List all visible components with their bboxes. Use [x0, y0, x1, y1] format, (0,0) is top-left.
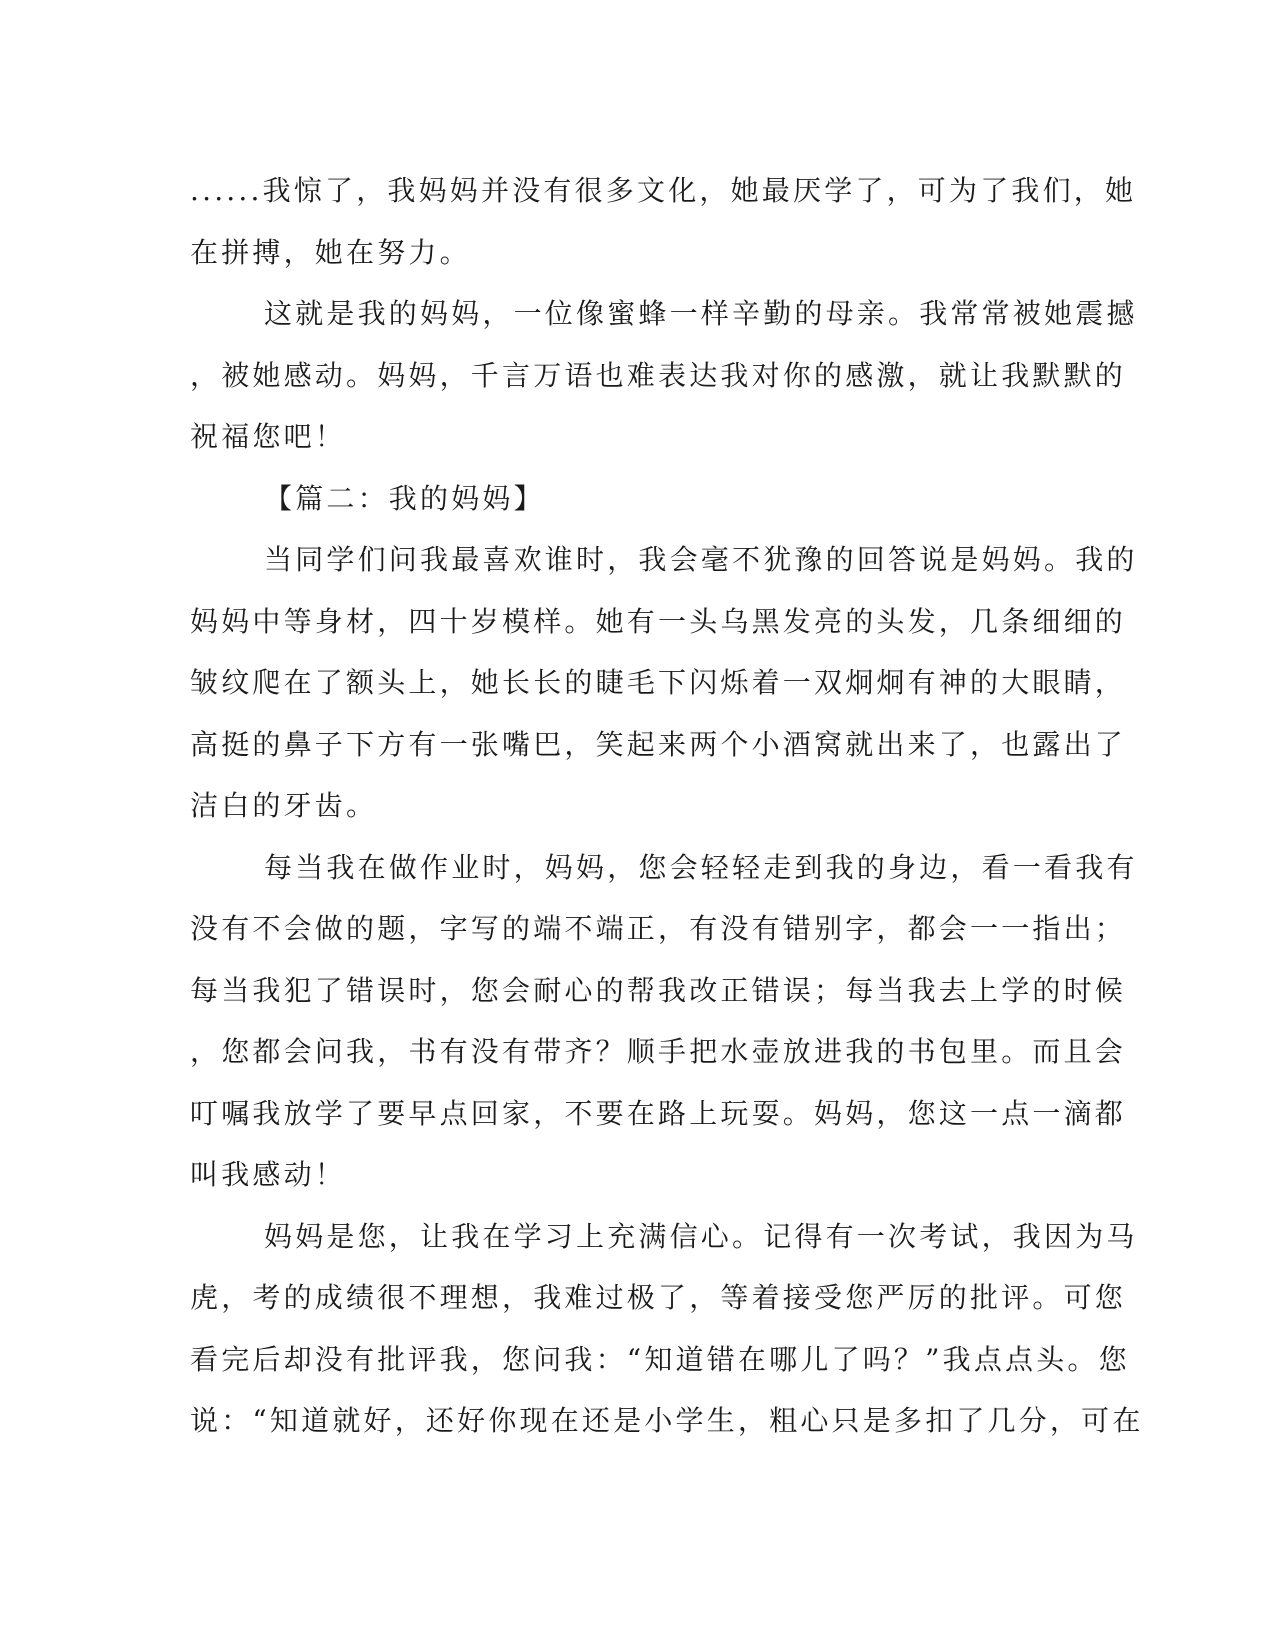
text-line: 这就是我的妈妈，一位像蜜蜂一样辛勤的母亲。我常常被她震撼 — [264, 297, 1138, 330]
paragraph-1 — [190, 160, 1137, 283]
text-line: 妈妈是您，让我在学习上充满信心。记得有一次考试，我因为马 — [264, 1219, 1138, 1253]
text-line: 叫我感动！ — [190, 1158, 347, 1191]
text-line: ......我惊了，我妈妈并没有很多文化，她最厌学了，可为了我们，她 — [190, 174, 1137, 207]
paragraph-5 — [190, 1206, 1144, 1452]
text-line: 叮嘱我放学了要早点回家，不要在路上玩耍。妈妈，您这一点一滴都 — [190, 1096, 1127, 1130]
text-line: 高挺的鼻子下方有一张嘴巴，笑起来两个小酒窝就出来了，也露出了 — [190, 727, 1127, 761]
text-line: ，被她感动。妈妈，千言万语也难表达我对你的感激，就让我默默的 — [190, 358, 1127, 392]
text-line: 没有不会做的题，字写的端不端正，有没有错别字，都会一一指出； — [190, 912, 1127, 945]
text-line: 每当我在做作业时，妈妈，您会轻轻走到我的身边，看一看我有 — [264, 850, 1138, 884]
paragraph-3 — [190, 529, 1138, 837]
text-line: 看完后却没有批评我，您问我：“知道错在哪儿了吗？”我点点头。您 — [190, 1342, 1130, 1376]
text-line: 皱纹爬在了额头上，她长长的睫毛下闪烁着一双炯炯有神的大眼睛， — [190, 666, 1127, 699]
document-body — [190, 160, 1144, 1452]
paragraph-2 — [190, 283, 1138, 468]
text-line: 妈妈中等身材，四十岁模样。她有一头乌黑发亮的头发，几条细细的 — [190, 604, 1127, 638]
text-line: 虎，考的成绩很不理想，我难过极了，等着接受您严厉的批评。可您 — [190, 1281, 1127, 1314]
text-line: 在拼搏，她在努力。 — [190, 235, 471, 269]
text-line: 洁白的牙齿。 — [190, 789, 378, 822]
section-heading — [190, 468, 1080, 530]
heading-text: 【篇二：我的妈妈】 — [264, 481, 545, 515]
text-line: 当同学们问我最喜欢谁时，我会毫不犹豫的回答说是妈妈。我的 — [264, 543, 1138, 576]
text-line: 每当我犯了错误时，您会耐心的帮我改正错误；每当我去上学的时候 — [190, 973, 1127, 1007]
text-line: ，您都会问我，书有没有带齐？顺手把水壶放进我的书包里。而且会 — [190, 1035, 1127, 1068]
text-line: 祝福您吧！ — [190, 420, 347, 453]
paragraph-4 — [190, 837, 1138, 1206]
text-line: 说：“知道就好，还好你现在还是小学生，粗心只是多扣了几分，可在 — [190, 1404, 1144, 1437]
